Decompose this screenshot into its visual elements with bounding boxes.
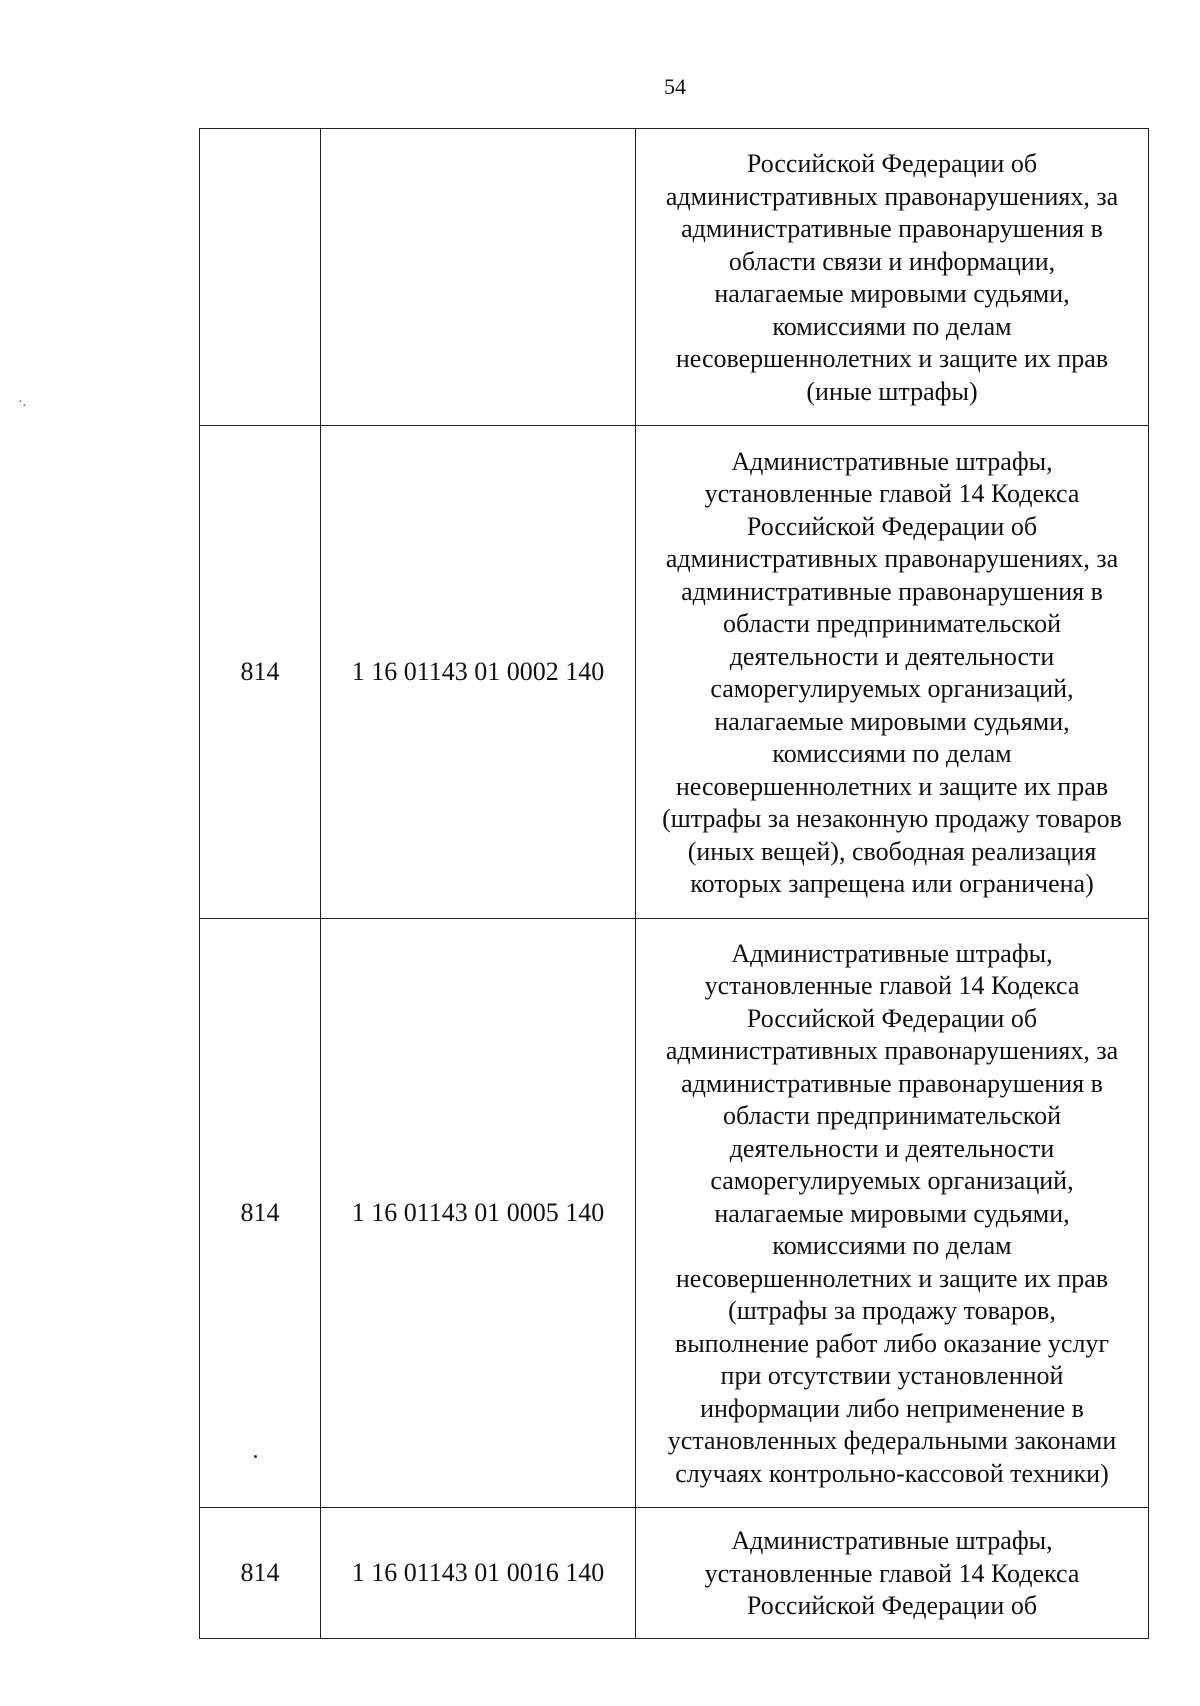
revenue-name-line: налагаемые мировыми судьями, [714, 279, 1070, 308]
budget-codes-table [199, 128, 1149, 1639]
revenue-name-line: комиссиями по делам [772, 1231, 1012, 1261]
table-row [200, 129, 1149, 426]
revenue-name-line: случаях контрольно-кассовой техники) [675, 1458, 1109, 1488]
revenue-name-cell [636, 919, 1149, 1508]
revenue-name-cell [636, 1508, 1149, 1639]
table-row [200, 1508, 1149, 1639]
revenue-name-line: установленные главой 14 Кодекса [704, 1558, 1080, 1588]
revenue-name-line: установленные главой 14 Кодекса [704, 479, 1080, 508]
revenue-name-line: области предпринимательской [722, 1101, 1062, 1131]
budget-classification-code-cell: 1 16 01143 01 0005 140 [321, 919, 636, 1508]
budget-classification-code-cell: 1 16 01143 01 0016 140 [321, 1508, 636, 1639]
revenue-name-line: административных правонарушениях, за [665, 1036, 1119, 1066]
revenue-name-line: Российской Федерации об [746, 1591, 1038, 1621]
admin-code-cell: 814 [200, 426, 321, 919]
budget-classification-code-cell: 1 16 01143 01 0002 140 [321, 426, 636, 919]
admin-code-cell: 814 [200, 1508, 321, 1639]
revenue-name-line: налагаемые мировыми судьями, [714, 706, 1070, 736]
revenue-name-line: комиссиями по делам [772, 311, 1012, 341]
revenue-name-line: несовершеннолетних и защите их прав [675, 344, 1109, 373]
revenue-name-line: Административные штрафы, [731, 446, 1053, 476]
revenue-name-line: установленных федеральными законами [667, 1426, 1117, 1456]
revenue-name-line: (иные штрафы) [806, 376, 978, 406]
revenue-name-line: несовершеннолетних и защите их прав [675, 1263, 1109, 1293]
revenue-name-line: саморегулируемых организаций, [710, 1166, 1074, 1196]
revenue-name-line: Административные штрафы, [731, 1526, 1053, 1556]
revenue-name-line: Российской Федерации об [746, 511, 1038, 541]
table-row [200, 426, 1149, 919]
revenue-name-line: области предпринимательской [722, 609, 1062, 638]
revenue-name-line: которых запрещена или ограничена) [690, 869, 1094, 898]
revenue-name-line: (штрафы за незаконную продажу товаров [662, 804, 1122, 833]
admin-code-cell [200, 129, 321, 426]
revenue-name-line: Российской Федерации об [746, 1003, 1038, 1033]
budget-classification-code-cell [321, 129, 636, 426]
revenue-name-cell [636, 426, 1149, 919]
revenue-name-line: Административные штрафы, [731, 938, 1053, 968]
revenue-name-line: административных правонарушениях, за [665, 544, 1119, 573]
revenue-name-line: установленные главой 14 Кодекса [704, 971, 1080, 1001]
revenue-name-line: информации либо неприменение в [700, 1393, 1084, 1423]
revenue-name-line: при отсутствии установленной [720, 1361, 1064, 1391]
revenue-name-line: (штрафы за продажу товаров, [728, 1296, 1056, 1326]
revenue-name-line: области связи и информации, [728, 246, 1056, 276]
page-number: 54 [664, 74, 686, 99]
revenue-name-line: административные правонарушения в [681, 576, 1103, 606]
revenue-name-line: деятельности и деятельности [729, 1133, 1055, 1163]
revenue-name-line: налагаемые мировыми судьями, [714, 1198, 1070, 1228]
revenue-name-line: несовершеннолетних и защите их прав [675, 771, 1109, 801]
scan-dot [254, 1455, 257, 1458]
revenue-name-line: саморегулируемых организаций, [710, 674, 1074, 703]
revenue-name-line: административных правонарушениях, за [665, 181, 1119, 211]
revenue-name-line: выполнение работ либо оказание услуг [674, 1328, 1110, 1358]
revenue-name-line: административные правонарушения в [681, 214, 1103, 243]
table-row [200, 919, 1149, 1508]
revenue-name-line: деятельности и деятельности [729, 641, 1055, 671]
scan-mark: ·. [18, 395, 27, 410]
revenue-name-line: (иных вещей), свободная реализация [687, 836, 1097, 866]
revenue-name-line: административные правонарушения в [681, 1068, 1103, 1098]
admin-code-cell: 814 [200, 919, 321, 1508]
revenue-name-cell [636, 129, 1149, 426]
revenue-name-line: Российской Федерации об [746, 149, 1038, 178]
revenue-name-line: комиссиями по делам [772, 739, 1012, 768]
